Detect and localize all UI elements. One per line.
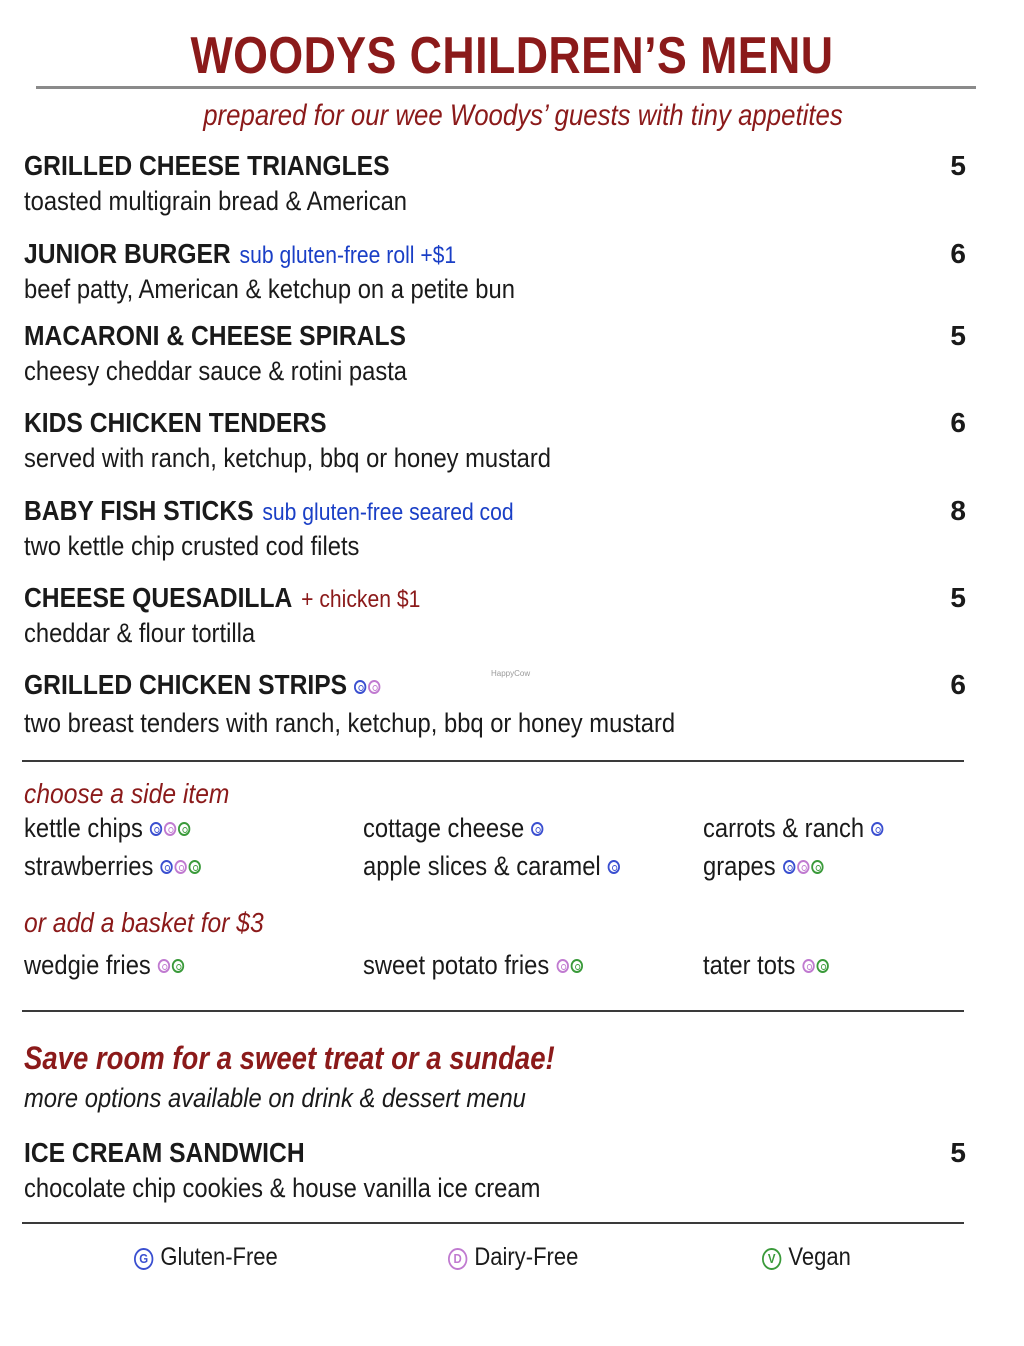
watermark: HappyCow	[491, 669, 531, 678]
gluten-free-icon	[531, 822, 543, 836]
title-divider	[36, 86, 976, 89]
basket-item	[703, 950, 831, 982]
dairy-free-icon	[797, 860, 809, 874]
diet-badges	[150, 814, 192, 845]
dessert-item-desc: chocolate chip cookies & house vanilla ice cream	[24, 1173, 541, 1203]
dessert-item-price: 5	[950, 1137, 966, 1168]
side-item-label: kettle chips	[24, 813, 143, 843]
item-note: + chicken $1	[301, 586, 421, 613]
menu-item-price: 5	[950, 582, 966, 613]
vegan-icon	[811, 860, 823, 874]
side-item	[703, 813, 885, 845]
item-note: sub gluten-free seared cod	[262, 499, 514, 526]
diet-badges	[531, 814, 545, 845]
menu-item-name	[24, 495, 514, 527]
dairy-free-icon	[175, 860, 187, 874]
legend-dairy-free	[448, 1243, 578, 1272]
dairy-free-icon	[368, 680, 380, 694]
menu-item-name	[24, 150, 390, 182]
item-name-text: MACARONI & CHEESE SPIRALS	[24, 320, 406, 351]
menu-item-price: 6	[950, 238, 966, 269]
dairy-free-icon	[158, 959, 170, 973]
dessert-subheading: more options available on drink & dessert menu	[24, 1083, 526, 1113]
menu-item-desc: cheesy cheddar sauce & rotini pasta	[24, 356, 408, 386]
side-item-label: grapes	[703, 851, 776, 881]
diet-badges	[158, 951, 186, 982]
gluten-free-icon	[608, 860, 620, 874]
gluten-free-icon	[783, 860, 795, 874]
section-divider	[22, 760, 964, 762]
side-item	[24, 851, 203, 883]
dessert-item-name	[24, 1137, 305, 1169]
dairy-free-icon: D	[448, 1248, 467, 1270]
side-item-label: strawberries	[24, 851, 154, 881]
gluten-free-icon	[354, 680, 366, 694]
vegan-icon	[817, 959, 829, 973]
vegan-icon: V	[762, 1248, 781, 1270]
side-item	[363, 813, 545, 845]
menu-item-price: 6	[950, 669, 966, 700]
basket-item-label: wedgie fries	[24, 950, 151, 980]
menu-item-desc: beef patty, American & ketchup on a petite bun	[24, 274, 515, 304]
menu-item-price: 5	[950, 150, 966, 181]
menu-item-desc: served with ranch, ketchup, bbq or honey mustard	[24, 443, 551, 473]
vegan-icon	[570, 959, 582, 973]
item-name-text: GRILLED CHEESE TRIANGLES	[24, 150, 390, 181]
menu-item-desc: cheddar & flour tortilla	[24, 618, 256, 648]
basket-heading: or add a basket for $3	[24, 907, 264, 938]
dessert-heading: Save room for a sweet treat or a sundae!	[24, 1040, 555, 1076]
legend-label: Dairy-Free	[474, 1243, 579, 1271]
vegan-icon	[172, 959, 184, 973]
section-divider	[22, 1010, 964, 1012]
menu-item-name	[24, 582, 420, 614]
legend-label: Vegan	[788, 1243, 851, 1271]
menu-item-name	[24, 320, 406, 352]
menu-subtitle: prepared for our wee Woodys’ guests with tiny appetites	[203, 99, 843, 132]
basket-item-label: sweet potato fries	[363, 950, 550, 980]
item-name-text: CHEESE QUESADILLA	[24, 582, 293, 613]
side-item	[363, 851, 622, 883]
gluten-free-icon	[871, 822, 883, 836]
diet-badges	[354, 671, 382, 703]
gluten-free-icon	[160, 860, 172, 874]
diet-badges	[608, 852, 622, 883]
item-name-text: JUNIOR BURGER	[24, 238, 231, 269]
sides-heading: choose a side item	[24, 778, 230, 809]
menu-item-desc: two breast tenders with ranch, ketchup, bbq or honey mustard	[24, 708, 676, 738]
item-name-text: BABY FISH STICKS	[24, 495, 254, 526]
item-name-text: ICE CREAM SANDWICH	[24, 1137, 305, 1168]
diet-badges	[871, 814, 885, 845]
diet-badges	[160, 852, 202, 883]
menu-item-name	[24, 238, 456, 270]
basket-item	[24, 950, 186, 982]
gluten-free-icon	[150, 822, 162, 836]
gluten-free-icon: G	[134, 1248, 153, 1270]
diet-badges	[802, 951, 830, 982]
diet-badges	[556, 951, 584, 982]
section-divider	[22, 1222, 964, 1224]
dairy-free-icon	[802, 959, 814, 973]
side-item-label: carrots & ranch	[703, 813, 865, 843]
side-item	[703, 851, 825, 883]
dairy-free-icon	[164, 822, 176, 836]
item-name-text: GRILLED CHICKEN STRIPS	[24, 669, 348, 700]
side-item-label: apple slices & caramel	[363, 851, 601, 881]
menu-item-name	[24, 669, 382, 703]
diet-badges	[783, 852, 825, 883]
menu-item-price: 5	[950, 320, 966, 351]
side-item-label: cottage cheese	[363, 813, 525, 843]
item-name-text: KIDS CHICKEN TENDERS	[24, 407, 327, 438]
menu-item-price: 6	[950, 407, 966, 438]
side-item	[24, 813, 192, 845]
vegan-icon	[178, 822, 190, 836]
legend-label: Gluten-Free	[160, 1243, 278, 1271]
legend-gluten-free	[134, 1243, 278, 1272]
vegan-icon	[189, 860, 201, 874]
menu-item-price: 8	[950, 495, 966, 526]
legend-vegan	[762, 1243, 851, 1272]
item-note: sub gluten-free roll +$1	[239, 242, 457, 269]
basket-item-label: tater tots	[703, 950, 796, 980]
basket-item	[363, 950, 584, 982]
dairy-free-icon	[556, 959, 568, 973]
menu-title: WOODYS CHILDREN’S MENU	[190, 27, 834, 85]
menu-item-desc: toasted multigrain bread & American	[24, 186, 408, 216]
menu-item-desc: two kettle chip crusted cod filets	[24, 531, 360, 561]
menu-item-name	[24, 407, 327, 439]
